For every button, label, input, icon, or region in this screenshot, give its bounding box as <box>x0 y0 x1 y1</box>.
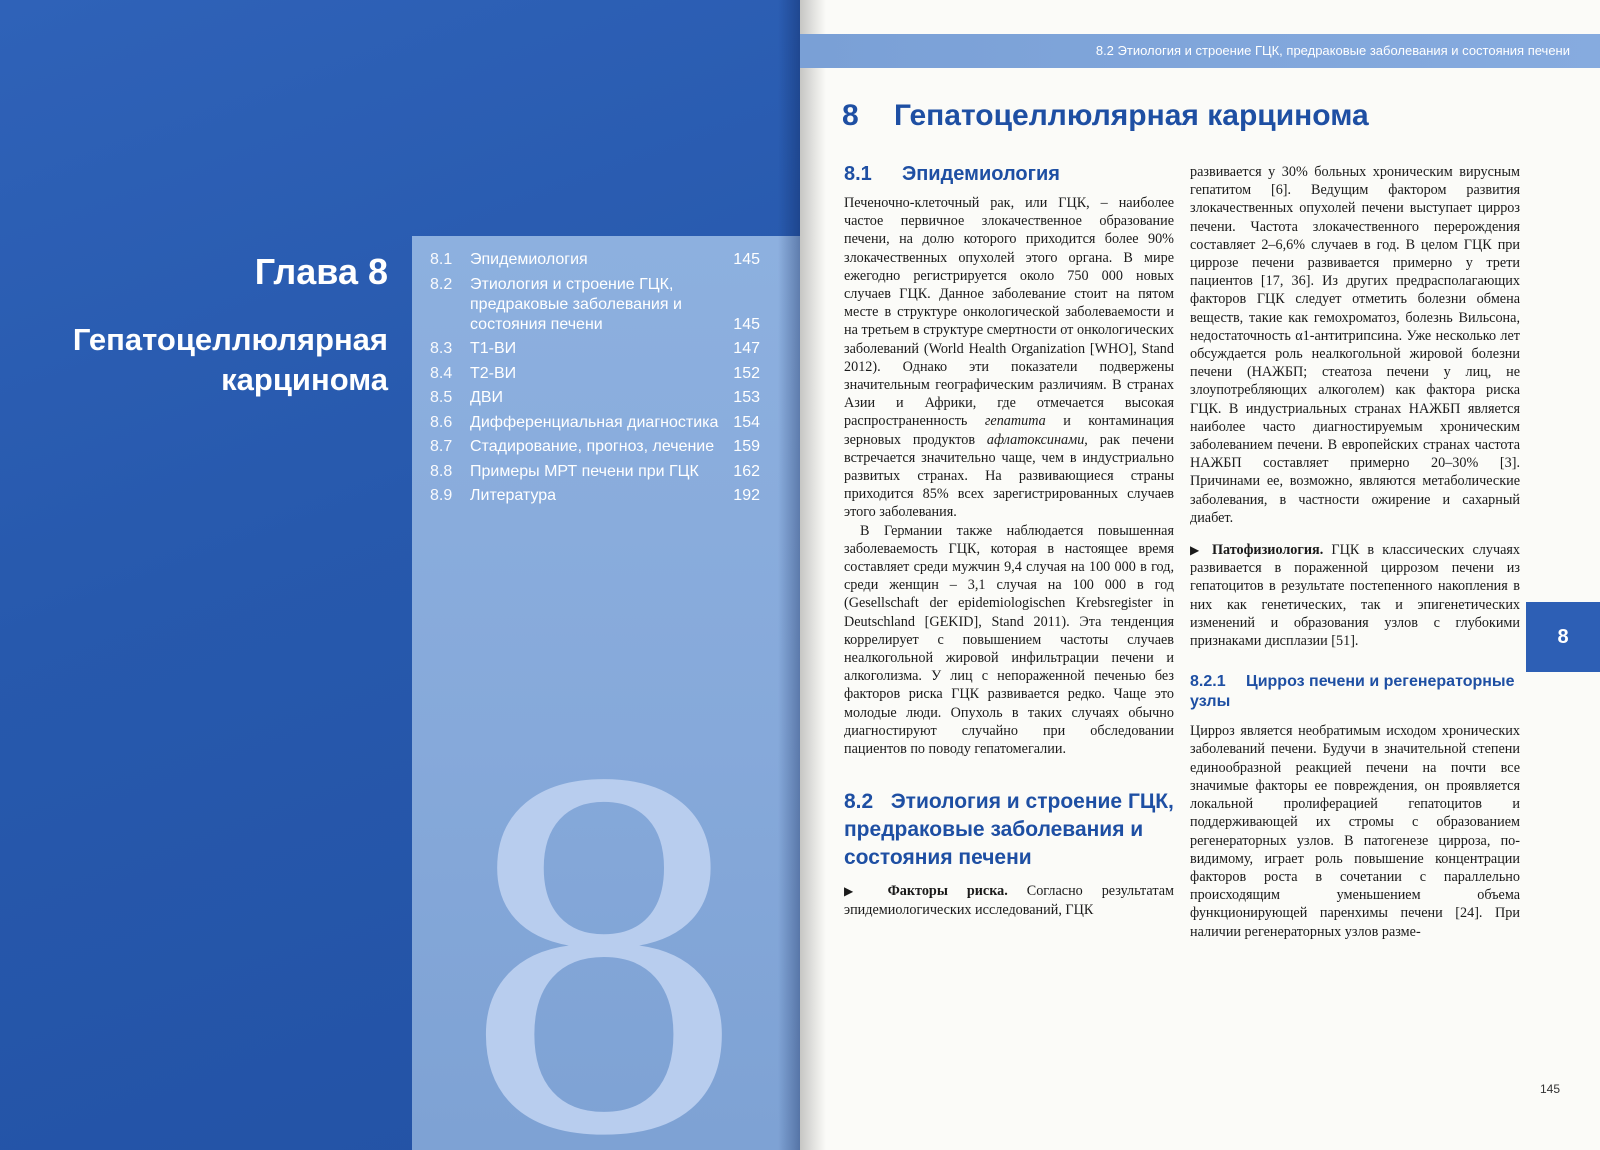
decorative-chapter-numeral: 8 <box>454 692 754 1150</box>
toc-entry <box>412 364 800 384</box>
toc-entry-number: 8.1 <box>430 251 453 268</box>
toc-entry-number: 8.5 <box>430 389 453 406</box>
toc-entry <box>412 388 800 408</box>
toc-entry-number: 8.6 <box>430 413 453 431</box>
toc-entry <box>412 486 800 506</box>
running-header: 8.2 Этиология и строение ГЦК, предраковые заболевания и состояния печени <box>800 34 1600 68</box>
section-number: 8.2 <box>844 790 874 814</box>
toc-entry <box>412 413 800 433</box>
section-title: Цирроз печени и регенераторные узлы <box>1190 673 1515 711</box>
toc-entry-number: 8.3 <box>430 340 453 357</box>
paragraph-risk-factors-continued: развивается у 30% больных хроническим вирусным гепатитом [6]. Ведущим фактором развития злокачественных опухолей печени выступает цирроз печени. Частота злокачественного перерождения составляет 2–6,6% случаев в год. В целом ГЦК при циррозе печени развивается примерно у трети пациентов [17, 36]. Из других предрасполагающих факторов ГЦК следует отметить болезни обмена веществ, такие как гемохроматоз, болезнь Вильсона, недостаточность α1-антитрипсина. Уже несколько лет обсуждается роль неалкогольной жировой болезни печени (НАЖБП; стеатоза печени у лиц, не злоупотребляющих алкоголем) как фактора риска ГЦК. В индустриальных странах НАЖБП является наиболее часто диагностируемым хроническим заболеванием печени. В европейских странах частота НАЖБП составляет примерно 20–30% [3]. Причинами ее, возможно, являются метаболические заболевания, в частности ожирение и сахарный диабет. <box>1190 164 1520 526</box>
paragraph-text: , рак печени встречается значительно чаще, чем в индустриально развитых странах. На развивающиеся страны приходится 85% всех зарегистрированных случаев этого заболевания. <box>844 431 1174 521</box>
arrow-marker-icon: ▶ <box>844 884 869 899</box>
section-heading-8-2-1 <box>1190 672 1520 712</box>
toc-entry-page: 162 <box>733 462 760 480</box>
page-number: 145 <box>1539 1082 1560 1096</box>
toc-entry-page: 145 <box>733 251 760 268</box>
toc-entry-title: Т2-ВИ <box>470 364 517 382</box>
toc-entry <box>412 275 800 335</box>
toc-entry-page: 153 <box>733 389 760 406</box>
toc-entry-page: 154 <box>733 413 760 431</box>
chapter-thumb-tab: 8 <box>1526 602 1600 672</box>
arrow-marker-icon: ▶ <box>1190 543 1204 558</box>
toc-entry <box>412 339 800 359</box>
paragraph-text: Согласно результатам эпидемиологических исследований, ГЦК <box>844 883 1175 918</box>
text-column-right <box>1190 163 1520 941</box>
toc-entry-number: 8.7 <box>430 438 453 455</box>
toc-entry-title: ДВИ <box>470 389 504 406</box>
toc-entry-page: 192 <box>733 487 760 504</box>
paragraph-lead: Факторы риска. <box>887 883 1008 900</box>
toc-entry-title: Примеры МРТ печени при ГЦК <box>470 462 699 480</box>
chapter-heading-title: Гепатоцеллюлярная карцинома <box>894 99 1369 132</box>
table-of-contents <box>412 250 800 511</box>
chapter-title: Гепатоцеллюлярная карцинома <box>72 322 388 397</box>
chapter-heading <box>842 96 1542 136</box>
section-heading-8-1 <box>844 160 1174 188</box>
italic-term: афлатоксинами <box>986 431 1085 448</box>
left-page-gutter-shadow <box>778 0 800 1150</box>
toc-entry <box>412 437 800 457</box>
toc-entry <box>412 250 800 270</box>
toc-entry-number: 8.2 <box>430 275 453 293</box>
paragraph-text: ГЦК в классических случаях развивается в пораженной циррозом печени из гепатоцитов в результате постепенного накопления в них как генетических, так и эпигенетических изменений и образования узлов с глубокими признаками дисплазии [51]. <box>1190 542 1520 650</box>
section-title: Этиология и строение ГЦК, предраковые заболевания и состояния печени <box>844 790 1174 870</box>
table-of-contents-panel <box>412 236 800 1150</box>
toc-entry-title: Дифференциальная диагностика <box>470 413 719 431</box>
text-column-left <box>844 160 1174 919</box>
paragraph-cirrhosis: Цирроз является необратимым исходом хронических заболеваний печени. Будучи в значительной степени единообразной реакцией печени на почти все значимые факторы ее повреждения, он проявляется локальной пролиферацией гепатоцитов и поддерживающей их стромы с образованием регенераторных узлов. В патогенезе цирроза, по-видимому, играет роль повышение концентрации факторов роста в сочетании с параллельно происходящим уменьшением объема функционирующей паренхимы печени [24]. При наличии регенераторных узлов разме- <box>1190 723 1520 940</box>
paragraph-text: Печеночно-клеточный рак, или ГЦК, – наиболее частое первичное злокачественное образование печени, на долю которого приходится более 90% злокачественных опухолей этого органа. В мире ежегодно регистрируется около 750 000 новых случаев ГЦК. Данное заболевание стоит на пятом месте в структуре онкологической заболеваемости и на третьем в структуре смертности от онкологических заболеваний (World Health Organization [WHO], Stand 2012). Однако эти показатели подвержены значительным географическим различиям. В странах Азии и Африки, где отмечается высокая распространенность <box>844 195 1174 430</box>
toc-entry-number: 8.4 <box>430 364 453 382</box>
toc-entry-page: 159 <box>733 438 760 455</box>
toc-entry-number: 8.8 <box>430 462 453 480</box>
toc-entry-number: 8.9 <box>430 487 453 504</box>
chapter-heading-number: 8 <box>842 99 859 132</box>
chapter-label: Глава 8 <box>254 251 388 292</box>
paragraph-text: и контаминация зерновых продуктов <box>844 413 1174 448</box>
section-title: Эпидемиология <box>902 163 1060 185</box>
toc-entry-title: Этиология и строение ГЦК, предраковые заболевания и состояния печени <box>470 275 682 333</box>
section-number: 8.1 <box>844 163 872 185</box>
toc-entry-title: Эпидемиология <box>470 251 588 268</box>
toc-entry-title: Стадирование, прогноз, лечение <box>470 438 715 455</box>
section-number: 8.2.1 <box>1190 673 1226 691</box>
chapter-title-block <box>40 250 388 400</box>
toc-entry-page: 145 <box>733 315 760 333</box>
toc-entry-title: Литература <box>470 487 557 504</box>
paragraph-lead: Патофизиология. <box>1211 542 1324 559</box>
toc-entry-page: 152 <box>733 364 760 382</box>
paragraph-pathophysiology <box>1190 541 1520 650</box>
paragraph-risk-factors <box>844 882 1174 918</box>
section-heading-8-2 <box>844 788 1174 872</box>
paragraph-epidemiology-2: В Германии также наблюдается повышенная заболеваемость ГЦК, которая в настоящее время составляет среди мужчин 9,4 случая на 100 000 в год, среди женщин – 3,1 случая на 100 000 в год (Gesellschaft der epidemiologischen Krebsregister in Deutschland [GEKID], Stand 2011). Эта тенденция коррелирует с повышением частоты случаев неалкогольной жировой инфильтрации печени и алкоголизма. У лиц с непораженной печенью без факторов риска ГЦК развивается редко. Чаще это молодые люди. Опухоль в таких случаях обычно диагностируют случайно при обследовании пациентов по поводу гепатомегалии. <box>844 522 1174 758</box>
toc-entry-page: 147 <box>733 340 760 357</box>
paragraph-epidemiology-1 <box>844 194 1174 522</box>
toc-entry <box>412 462 800 482</box>
right-page-gutter-shadow <box>800 0 826 1150</box>
toc-entry-title: Т1-ВИ <box>470 340 517 357</box>
right-page <box>800 0 1600 1150</box>
italic-term: гепатита <box>984 413 1046 430</box>
